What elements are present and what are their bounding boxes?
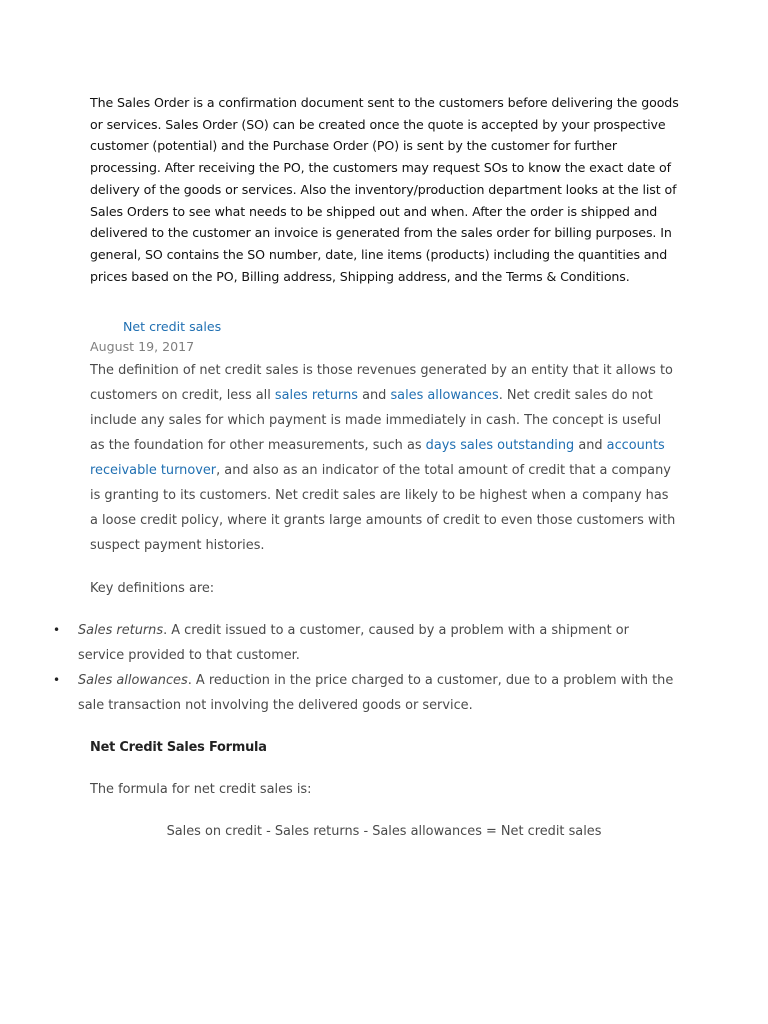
formula-heading: Net Credit Sales Formula — [90, 740, 267, 755]
key-definitions-label: Key definitions are: — [90, 581, 215, 596]
list-item — [0, 618, 678, 668]
days-sales-outstanding-link[interactable]: days sales outstanding — [425, 438, 575, 453]
definition-term: Sales returns — [78, 623, 164, 638]
body-text-1: The definition of net credit sales is those revenues generated by an entity that it allows to customers on credit, less all — [90, 363, 673, 403]
bullet: • — [53, 623, 61, 637]
article-date: August 19, 2017 — [90, 339, 195, 354]
accounts-receivable-turnover-link[interactable]: accounts receivable turnover — [90, 438, 665, 478]
list-item — [0, 668, 678, 718]
body-text-4: and — [574, 438, 607, 453]
body-text-2: and — [358, 388, 391, 403]
sales-allowances-link[interactable]: sales allowances — [390, 388, 499, 403]
definition-text: . A reduction in the price charged to a customer, due to a problem with the sale transaction not involving the delivered goods or service. — [78, 673, 674, 713]
formula-intro: The formula for net credit sales is: — [90, 782, 312, 797]
article-body — [90, 358, 676, 558]
article-title-link[interactable]: Net credit sales — [123, 319, 222, 334]
body-text-5: , and also as an indicator of the total amount of credit that a company is granting to its customers. Net credit sales are likely to be highest when a company has a loose credit policy, where it grants large amounts of credit to even those customers with suspect payment histories. — [90, 463, 676, 553]
formula-text: Sales on credit - Sales returns - Sales allowances = Net credit sales — [166, 824, 602, 839]
bullet: • — [53, 673, 61, 687]
definition-term: Sales allowances — [78, 673, 188, 688]
sales-returns-link[interactable]: sales returns — [274, 388, 358, 403]
body-text-3: . Net credit sales do not include any sales for which payment is made immediately in cash. The concept is useful as the foundation for other measurements, such as — [90, 388, 662, 453]
intro-paragraph: The Sales Order is a confirmation document sent to the customers before delivering the goods or services. Sales Order (SO) can be created once the quote is accepted by your prospective customer (potential) and the Purchase Order (PO) is sent by the customer for further processing. After receiving the PO, the customers may request SOs to know the exact date of delivery of the goods or services. Also the inventory/production department looks at the list of Sales Orders to see what needs to be shipped out and when. After the order is shipped and delivered to the customer an invoice is generated from the sales order for billing purposes. In general, SO contains the SO number, date, line items (products) including the quantities and prices based on the PO, Billing address, Shipping address, and the Terms & Conditions. — [90, 95, 679, 284]
definition-text: . A credit issued to a customer, caused by a problem with a shipment or service provided to that customer. — [78, 623, 629, 663]
definitions-list — [0, 618, 700, 718]
